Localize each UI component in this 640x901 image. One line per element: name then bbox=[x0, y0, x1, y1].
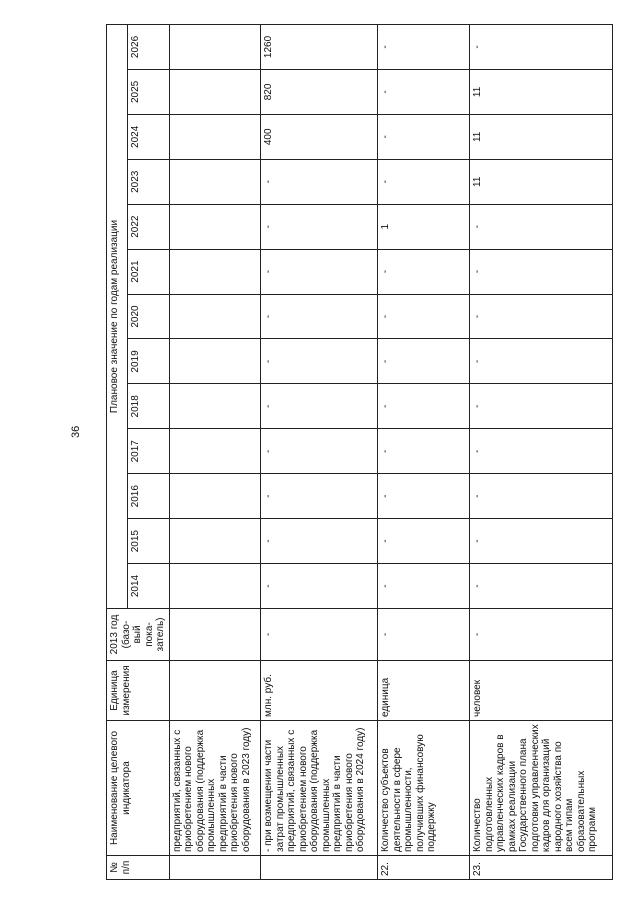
year-value bbox=[169, 564, 261, 609]
year-value: - bbox=[261, 474, 378, 519]
year-value: - bbox=[261, 159, 378, 204]
year-value: - bbox=[378, 519, 470, 564]
year-value: 11 bbox=[470, 69, 612, 114]
rotated-table-container bbox=[106, 24, 610, 880]
year-value bbox=[169, 69, 261, 114]
indicator-name: Количество подготовленных управленческих кадров в рамках реализации Государственного плана подготовки управленческих кадров для организаций народного хозяйства по всем типам образовательных программ bbox=[470, 721, 612, 856]
unit-cell bbox=[169, 661, 261, 721]
header-year: 2022 bbox=[127, 204, 169, 249]
year-value: - bbox=[470, 384, 612, 429]
year-value: 11 bbox=[470, 159, 612, 204]
year-value: - bbox=[470, 429, 612, 474]
year-value: 820 bbox=[261, 69, 378, 114]
base-value: - bbox=[261, 609, 378, 661]
header-year: 2025 bbox=[127, 69, 169, 114]
header-year: 2015 bbox=[127, 519, 169, 564]
year-value: - bbox=[470, 294, 612, 339]
year-value bbox=[169, 384, 261, 429]
year-value bbox=[169, 204, 261, 249]
year-value bbox=[169, 519, 261, 564]
year-value: - bbox=[378, 339, 470, 384]
year-value: - bbox=[261, 429, 378, 474]
row-number: 22. bbox=[378, 856, 470, 880]
header-year: 2017 bbox=[127, 429, 169, 474]
year-value: - bbox=[261, 564, 378, 609]
year-value: 11 bbox=[470, 114, 612, 159]
base-value bbox=[169, 609, 261, 661]
header-year: 2020 bbox=[127, 294, 169, 339]
row-number: 23. bbox=[470, 856, 612, 880]
year-value: - bbox=[261, 339, 378, 384]
year-value: - bbox=[470, 519, 612, 564]
year-value: - bbox=[378, 159, 470, 204]
year-value: - bbox=[378, 249, 470, 294]
year-value: - bbox=[470, 249, 612, 294]
header-plan: Плановое значение по годам реализации bbox=[107, 25, 128, 609]
year-value: - bbox=[378, 429, 470, 474]
header-year: 2021 bbox=[127, 249, 169, 294]
indicator-name: Количество субъектов деятельности в сфере промышленности, получивших финансовую поддержку bbox=[378, 721, 470, 856]
year-value: 1 bbox=[378, 204, 470, 249]
header-year: 2023 bbox=[127, 159, 169, 204]
year-value: - bbox=[261, 204, 378, 249]
year-value bbox=[169, 249, 261, 294]
year-value: - bbox=[261, 384, 378, 429]
year-value bbox=[169, 25, 261, 70]
base-value: - bbox=[378, 609, 470, 661]
year-value: - bbox=[470, 564, 612, 609]
page-number: 36 bbox=[70, 425, 82, 438]
unit-cell: человек bbox=[470, 661, 612, 721]
year-value bbox=[169, 429, 261, 474]
year-value: - bbox=[378, 25, 470, 70]
year-value: - bbox=[378, 474, 470, 519]
header-year: 2016 bbox=[127, 474, 169, 519]
header-year: 2026 bbox=[127, 25, 169, 70]
year-value: - bbox=[470, 339, 612, 384]
year-value: - bbox=[470, 474, 612, 519]
header-name: Наименование целевого индикатора bbox=[107, 721, 170, 856]
unit-cell: единица bbox=[378, 661, 470, 721]
year-value bbox=[169, 114, 261, 159]
header-base-year: 2013 год (базо-вый пока-затель) bbox=[107, 609, 170, 661]
row-number bbox=[169, 856, 261, 880]
year-value: - bbox=[378, 384, 470, 429]
year-value: 1260 bbox=[261, 25, 378, 70]
year-value: - bbox=[261, 294, 378, 339]
header-year: 2014 bbox=[127, 564, 169, 609]
year-value bbox=[169, 294, 261, 339]
year-value bbox=[169, 339, 261, 384]
year-value: - bbox=[378, 114, 470, 159]
row-number bbox=[261, 856, 378, 880]
header-year: 2024 bbox=[127, 114, 169, 159]
unit-cell: млн. руб. bbox=[261, 661, 378, 721]
indicator-name: - при возмещении части затрат промышленных предприятий, связанных с приобретением нового оборудования (поддержка промышленных предприятий в части приобретения нового оборудования в 2024 году) bbox=[261, 721, 378, 856]
header-year: 2019 bbox=[127, 339, 169, 384]
base-value: - bbox=[470, 609, 612, 661]
year-value: - bbox=[470, 25, 612, 70]
table-row bbox=[169, 25, 261, 880]
indicator-name: предприятий, связанных с приобретением нового оборудования (поддержка промышленных предприятий в части приобретения нового оборудования в 2023 году) bbox=[169, 721, 261, 856]
header-year: 2018 bbox=[127, 384, 169, 429]
indicator-table bbox=[106, 24, 613, 880]
year-value: - bbox=[470, 204, 612, 249]
year-value: - bbox=[261, 519, 378, 564]
year-value bbox=[169, 474, 261, 519]
table-row bbox=[378, 25, 470, 880]
header-num: № п/п bbox=[107, 856, 170, 880]
year-value: 400 bbox=[261, 114, 378, 159]
header-unit: Единица измерения bbox=[107, 661, 170, 721]
table-row bbox=[261, 25, 378, 880]
year-value: - bbox=[261, 249, 378, 294]
year-value: - bbox=[378, 294, 470, 339]
year-value: - bbox=[378, 69, 470, 114]
year-value bbox=[169, 159, 261, 204]
year-value: - bbox=[378, 564, 470, 609]
table-row bbox=[470, 25, 612, 880]
